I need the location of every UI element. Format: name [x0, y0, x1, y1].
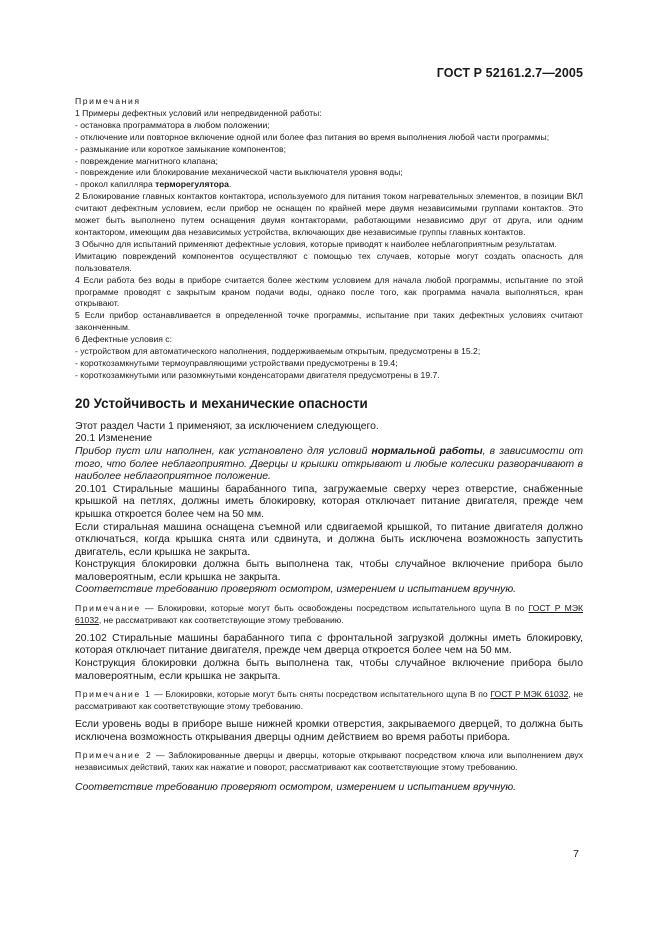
- section-title: 20 Устойчивость и механические опасности: [75, 395, 368, 411]
- clause-20-101: 20.101 Стиральные машины барабанного типа, загружаемые сверху через отверстие, снабженные крышкой на петлях, должны иметь блокировку, которая отключает питание двигателя, прежде чем крышка откроется более чем на 50 мм.: [75, 483, 583, 520]
- note-a-tail: , не рассматривают как соответствующие этому требованию.: [98, 614, 344, 625]
- compliance-text-2-italic: Соответствие требованию проверяют осмотром, измерением и испытанием вручную.: [75, 782, 517, 794]
- clause-20-102: 20.102 Стиральные машины барабанного типа с фронтальной загрузкой должны иметь блокировку, которая отключает питание двигателя, прежде чем дверца откроется более чем на 50 мм.: [75, 632, 583, 657]
- notes-heading: Примечания: [75, 96, 141, 106]
- note-1-item: - повреждение или блокирование механической части выключателя уровня воды;: [75, 167, 403, 178]
- page-body: [75, 96, 583, 795]
- note-3: 3 Обычно для испытаний применяют дефектные условия, которые приводят к наиболее неблагоприятным результатам.: [75, 238, 557, 249]
- note-b-label: Примечание 1: [75, 689, 152, 700]
- notes-block: [75, 96, 583, 382]
- note-6-item: - короткозамкнутыми или разомкнутыми конденсаторами двигателя предусмотрены в 19.7.: [75, 369, 440, 380]
- clause-20-101-p2: Если стиральная машина оснащена съемной или сдвигаемой крышкой, то питание двигателя должно отключаться, когда крышка снята или сдвинута, и должна быть исключена возможность запустить двигатель, если крышка не закрыта.: [75, 521, 583, 558]
- note-2: 2 Блокирование главных контактов контактора, используемого для питания током нагревательных элементов, в позиции ВКЛ считают дефектным условием, если прибор не оснащен по крайней мере двумя независимыми группами контактов. Это может быть выполнено путем оснащения двумя контакторами, работающими независимо друг от друга, или одним контактором, имеющим два независимых устройства, включающих две независимые группы главных контактов.: [75, 191, 583, 237]
- note-1-item-last-bold: терморегулятора: [155, 179, 229, 190]
- clause-20-1-bold: нормальной работы: [371, 445, 483, 457]
- note-1-item: - размыкание или короткое замыкание компонентов;: [75, 143, 286, 154]
- note-6-title: 6 Дефектные условия с:: [75, 334, 172, 345]
- note-5: 5 Если прибор останавливается в определенной точке программы, испытание при таких дефектных условиях считают законченным.: [75, 310, 583, 333]
- note-a-label: Примечание: [75, 603, 141, 614]
- compliance-text: [75, 584, 583, 597]
- compliance-text-2: [75, 782, 583, 795]
- note-3-continued: Имитацию повреждений компонентов осуществляют с помощью тех случаев, которые могут создать опасность для пользователя.: [75, 250, 583, 273]
- clause-20-102-p3: Если уровень воды в приборе выше нижней кромки отверстия, закрываемого дверцей, то должна быть исключена возможность открывания дверцы одним действием во время работы прибора.: [75, 719, 583, 743]
- note-1-title: 1 Примеры дефектных условий или непредвиденной работы:: [75, 107, 322, 118]
- note-1-item: - отключение или повторное включение одной или более фаз питания во время выполнения любой части программы;: [75, 131, 550, 142]
- note-6-item: - устройством для автоматического наполнения, поддерживаемым открытым, предусмотрены в 15.2;: [75, 346, 481, 357]
- clause-20-1-text: [75, 446, 583, 484]
- note-b-tail: , не рассматривают как соответствующие этому требованию.: [75, 689, 583, 712]
- note-a-text: — Блокировки, которые могут быть освобождены посредством испытательного щупа В по: [140, 603, 529, 614]
- note-1-item: - остановка программатора в любом положении;: [75, 119, 270, 130]
- clause-20-1-italic-a: Прибор пуст или наполнен, как установлено для условий: [75, 445, 372, 457]
- page-number: 7: [573, 848, 579, 860]
- document-id: ГОСТ Р 52161.2.7—2005: [436, 66, 583, 80]
- clause-20-1-italic-b: , в зависимости от того, что более неблагоприятно. Дверцы и крышки открывают и любые колесики разворачивают в наиболее неблагоприятное положение.: [75, 445, 584, 483]
- standard-link[interactable]: ГОСТ Р МЭК 61032: [490, 689, 569, 700]
- note-c-label: Примечание 2: [75, 750, 153, 761]
- note-c-text: — Заблокированные дверцы и дверцы, которые открывают посредством ключа или выполнением двух независимых действий, таких как нажатие и поворот, рассматривают как соответствующие этому требованию.: [75, 750, 583, 773]
- clause-20-101-p3: Конструкция блокировки должна быть выполнена так, чтобы случайное включение прибора было маловероятным, если крышка не закрыта.: [75, 559, 583, 583]
- note-b: [75, 689, 583, 713]
- section-intro: Этот раздел Части 1 применяют, за исключением следующего.: [75, 420, 379, 432]
- note-1-item-last-end: .: [228, 179, 232, 190]
- clause-20-1: 20.1 Изменение: [75, 433, 153, 445]
- clause-20-102-p2: Конструкция блокировки должна быть выполнена так, чтобы случайное включение прибора было маловероятным, если крышка не закрыта.: [75, 658, 583, 682]
- note-c: [75, 750, 583, 774]
- standard-link[interactable]: ГОСТ Р МЭК 61032: [75, 603, 584, 625]
- note-4: 4 Если работа без воды в приборе считается более жестким условием для начала любой программы, испытание по этой программе проводят с закрытым краном подачи воды, однако после того, как программа начала выполняться, кран открывают.: [75, 274, 583, 309]
- compliance-text-italic: Соответствие требованию проверяют осмотром, измерением и испытанием вручную.: [75, 584, 517, 596]
- section-body: [75, 421, 583, 597]
- note-6-item: - короткозамкнутыми термоуправляющими устройствами предусмотрены в 19.4;: [75, 357, 398, 368]
- note-1-item-last-text: - прокол капилляра: [75, 179, 156, 190]
- note-a: [75, 603, 583, 627]
- note-1-item-last: [75, 179, 583, 191]
- note-1-item: - повреждение магнитного клапана;: [75, 155, 218, 166]
- note-b-text: — Блокировки, которые могут быть сняты посредством испытательного щупа В по: [151, 689, 491, 700]
